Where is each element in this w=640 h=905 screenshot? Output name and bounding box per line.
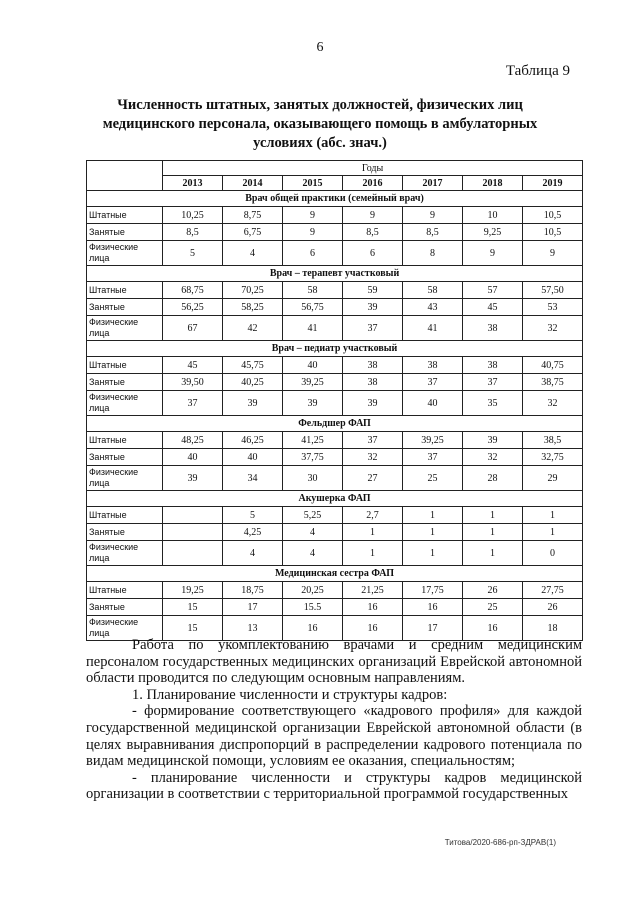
value-cell: 48,25: [163, 432, 223, 449]
value-cell: 42: [223, 316, 283, 341]
row-label: Штатные: [87, 357, 163, 374]
section-row: [87, 341, 583, 357]
section-row: [87, 416, 583, 432]
value-cell: 9: [283, 207, 343, 224]
value-cell: 8,5: [163, 224, 223, 241]
value-cell: 41: [283, 316, 343, 341]
value-cell: 6,75: [223, 224, 283, 241]
value-cell: 5: [163, 241, 223, 266]
value-cell: 39,25: [403, 432, 463, 449]
value-cell: 1: [463, 507, 523, 524]
value-cell: 4: [283, 524, 343, 541]
table-row: [87, 357, 583, 374]
table-row: [87, 599, 583, 616]
paragraph-1: Работа по укомплектованию врачами и средним медицинским персоналом государственных медицинских организаций Еврейской автономной области проводится по следующим основным направлениям.: [86, 637, 582, 687]
table-row: [87, 207, 583, 224]
value-cell: [163, 524, 223, 541]
value-cell: 32,75: [523, 449, 583, 466]
value-cell: 18,75: [223, 582, 283, 599]
value-cell: 15: [163, 616, 223, 641]
table-title: Численность штатных, занятых должностей, физических лиц медицинского персонала, оказывающего помощь в амбулаторных условиях (абс. знач.): [102, 97, 538, 151]
value-cell: 32: [523, 391, 583, 416]
row-label: Занятые: [87, 524, 163, 541]
value-cell: 39,50: [163, 374, 223, 391]
value-cell: 8: [403, 241, 463, 266]
value-cell: 37: [343, 432, 403, 449]
staffing-table: [86, 160, 583, 641]
row-label: Штатные: [87, 507, 163, 524]
value-cell: 15: [163, 599, 223, 616]
value-cell: 43: [403, 299, 463, 316]
table-row: [87, 316, 583, 341]
value-cell: 70,25: [223, 282, 283, 299]
paragraph-3: - формирование соответствующего «кадрового профиля» для каждой государственной медицинской организации Еврейской автономной области (в целях выравнивания диспропорций в распределении кадрового потенциала по видам медицинской помощи, условиям ее оказания, специальностям;: [86, 703, 582, 770]
value-cell: 5: [223, 507, 283, 524]
value-cell: 38: [463, 357, 523, 374]
row-label: Занятые: [87, 299, 163, 316]
value-cell: 38: [343, 357, 403, 374]
value-cell: 1: [523, 524, 583, 541]
value-cell: 38: [463, 316, 523, 341]
value-cell: 45: [163, 357, 223, 374]
value-cell: 9: [283, 224, 343, 241]
value-cell: 1: [523, 507, 583, 524]
value-cell: 39,25: [283, 374, 343, 391]
table-row: [87, 541, 583, 566]
years-header: Годы: [163, 161, 583, 176]
value-cell: 38,5: [523, 432, 583, 449]
value-cell: 34: [223, 466, 283, 491]
value-cell: 37: [463, 374, 523, 391]
value-cell: 58: [403, 282, 463, 299]
year-header-cell: 2016: [343, 176, 403, 191]
value-cell: 41: [403, 316, 463, 341]
value-cell: 27,75: [523, 582, 583, 599]
value-cell: 40: [403, 391, 463, 416]
value-cell: 6: [283, 241, 343, 266]
value-cell: 41,25: [283, 432, 343, 449]
value-cell: 16: [283, 616, 343, 641]
value-cell: 6: [343, 241, 403, 266]
table-row: [87, 466, 583, 491]
row-label: Штатные: [87, 207, 163, 224]
value-cell: 45,75: [223, 357, 283, 374]
value-cell: 20,25: [283, 582, 343, 599]
row-label: Физические лица: [87, 541, 163, 566]
table-row: [87, 282, 583, 299]
value-cell: 40: [283, 357, 343, 374]
section-title: Врач общей практики (семейный врач): [87, 191, 583, 207]
value-cell: 0: [523, 541, 583, 566]
value-cell: 58,25: [223, 299, 283, 316]
value-cell: 10,5: [523, 224, 583, 241]
value-cell: 57: [463, 282, 523, 299]
value-cell: 40: [163, 449, 223, 466]
section-title: Медицинская сестра ФАП: [87, 566, 583, 582]
value-cell: 16: [463, 616, 523, 641]
row-label: Штатные: [87, 282, 163, 299]
value-cell: 39: [463, 432, 523, 449]
value-cell: 37: [403, 374, 463, 391]
value-cell: 17: [403, 616, 463, 641]
section-title: Врач – педиатр участковый: [87, 341, 583, 357]
value-cell: 45: [463, 299, 523, 316]
value-cell: 10: [463, 207, 523, 224]
value-cell: 16: [403, 599, 463, 616]
table-row: [87, 582, 583, 599]
value-cell: 1: [463, 524, 523, 541]
row-label: Физические лица: [87, 241, 163, 266]
section-row: [87, 566, 583, 582]
footer-reference: Титова/2020-686-рп-ЗДРАВ(1): [444, 838, 556, 847]
table-row: [87, 507, 583, 524]
value-cell: 16: [343, 616, 403, 641]
paragraph-4: - планирование численности и структуры кадров медицинской организации в соответствии с территориальной программой государственных: [86, 769, 582, 803]
value-cell: 37: [403, 449, 463, 466]
value-cell: 8,75: [223, 207, 283, 224]
value-cell: 39: [283, 391, 343, 416]
value-cell: [163, 541, 223, 566]
value-cell: 1: [403, 507, 463, 524]
value-cell: 38: [403, 357, 463, 374]
value-cell: 57,50: [523, 282, 583, 299]
value-cell: 29: [523, 466, 583, 491]
value-cell: 32: [463, 449, 523, 466]
value-cell: 4: [223, 241, 283, 266]
value-cell: 67: [163, 316, 223, 341]
table-row: [87, 224, 583, 241]
table-row: [87, 432, 583, 449]
value-cell: 9,25: [463, 224, 523, 241]
value-cell: 39: [163, 466, 223, 491]
year-header-cell: 2015: [283, 176, 343, 191]
row-label: Физические лица: [87, 391, 163, 416]
value-cell: 19,25: [163, 582, 223, 599]
section-title: Врач – терапевт участковый: [87, 266, 583, 282]
years-header-row: [87, 161, 583, 176]
value-cell: 40,25: [223, 374, 283, 391]
table-body: [87, 191, 583, 641]
table-row: [87, 449, 583, 466]
value-cell: 17: [223, 599, 283, 616]
section-row: [87, 491, 583, 507]
table-row: [87, 299, 583, 316]
value-cell: 46,25: [223, 432, 283, 449]
value-cell: 27: [343, 466, 403, 491]
value-cell: 9: [463, 241, 523, 266]
value-cell: 53: [523, 299, 583, 316]
value-cell: 37: [343, 316, 403, 341]
value-cell: 13: [223, 616, 283, 641]
value-cell: 39: [343, 391, 403, 416]
value-cell: 40,75: [523, 357, 583, 374]
value-cell: 58: [283, 282, 343, 299]
value-cell: 56,75: [283, 299, 343, 316]
table-label: Таблица 9: [505, 63, 570, 79]
value-cell: 21,25: [343, 582, 403, 599]
value-cell: 15.5: [283, 599, 343, 616]
value-cell: 39: [343, 299, 403, 316]
value-cell: 1: [403, 524, 463, 541]
value-cell: 1: [403, 541, 463, 566]
row-label: Физические лица: [87, 616, 163, 641]
row-label: Занятые: [87, 599, 163, 616]
section-row: [87, 191, 583, 207]
value-cell: 8,5: [343, 224, 403, 241]
paragraph-2: 1. Планирование численности и структуры кадров:: [132, 686, 448, 703]
value-cell: 30: [283, 466, 343, 491]
value-cell: 10,5: [523, 207, 583, 224]
value-cell: 37,75: [283, 449, 343, 466]
row-label: Занятые: [87, 449, 163, 466]
year-header-cell: 2019: [523, 176, 583, 191]
value-cell: 1: [343, 541, 403, 566]
year-header-cell: 2018: [463, 176, 523, 191]
value-cell: 68,75: [163, 282, 223, 299]
value-cell: 4,25: [223, 524, 283, 541]
row-label: Занятые: [87, 374, 163, 391]
section-title: Фельдшер ФАП: [87, 416, 583, 432]
value-cell: 9: [523, 241, 583, 266]
value-cell: 39: [223, 391, 283, 416]
value-cell: 25: [463, 599, 523, 616]
table-row: [87, 241, 583, 266]
value-cell: 32: [523, 316, 583, 341]
row-label: Физические лица: [87, 466, 163, 491]
year-header-cell: 2013: [163, 176, 223, 191]
value-cell: 37: [163, 391, 223, 416]
value-cell: 1: [343, 524, 403, 541]
value-cell: 17,75: [403, 582, 463, 599]
year-header-cell: 2014: [223, 176, 283, 191]
value-cell: 1: [463, 541, 523, 566]
table-row: [87, 374, 583, 391]
value-cell: 35: [463, 391, 523, 416]
row-label: Штатные: [87, 582, 163, 599]
value-cell: 16: [343, 599, 403, 616]
table-row: [87, 524, 583, 541]
value-cell: 26: [523, 599, 583, 616]
value-cell: 5,25: [283, 507, 343, 524]
value-cell: 8,5: [403, 224, 463, 241]
corner-cell: [87, 161, 163, 191]
body-text: [86, 637, 582, 803]
value-cell: 9: [343, 207, 403, 224]
value-cell: [163, 507, 223, 524]
value-cell: 25: [403, 466, 463, 491]
row-label: Физические лица: [87, 316, 163, 341]
section-row: [87, 266, 583, 282]
value-cell: 9: [403, 207, 463, 224]
value-cell: 4: [223, 541, 283, 566]
section-title: Акушерка ФАП: [87, 491, 583, 507]
value-cell: 40: [223, 449, 283, 466]
value-cell: 28: [463, 466, 523, 491]
year-header-cell: 2017: [403, 176, 463, 191]
row-label: Штатные: [87, 432, 163, 449]
value-cell: 18: [523, 616, 583, 641]
value-cell: 32: [343, 449, 403, 466]
page-number: 6: [316, 40, 324, 55]
value-cell: 26: [463, 582, 523, 599]
value-cell: 38,75: [523, 374, 583, 391]
row-label: Занятые: [87, 224, 163, 241]
value-cell: 10,25: [163, 207, 223, 224]
value-cell: 4: [283, 541, 343, 566]
value-cell: 59: [343, 282, 403, 299]
value-cell: 2,7: [343, 507, 403, 524]
table-row: [87, 391, 583, 416]
value-cell: 56,25: [163, 299, 223, 316]
value-cell: 38: [343, 374, 403, 391]
